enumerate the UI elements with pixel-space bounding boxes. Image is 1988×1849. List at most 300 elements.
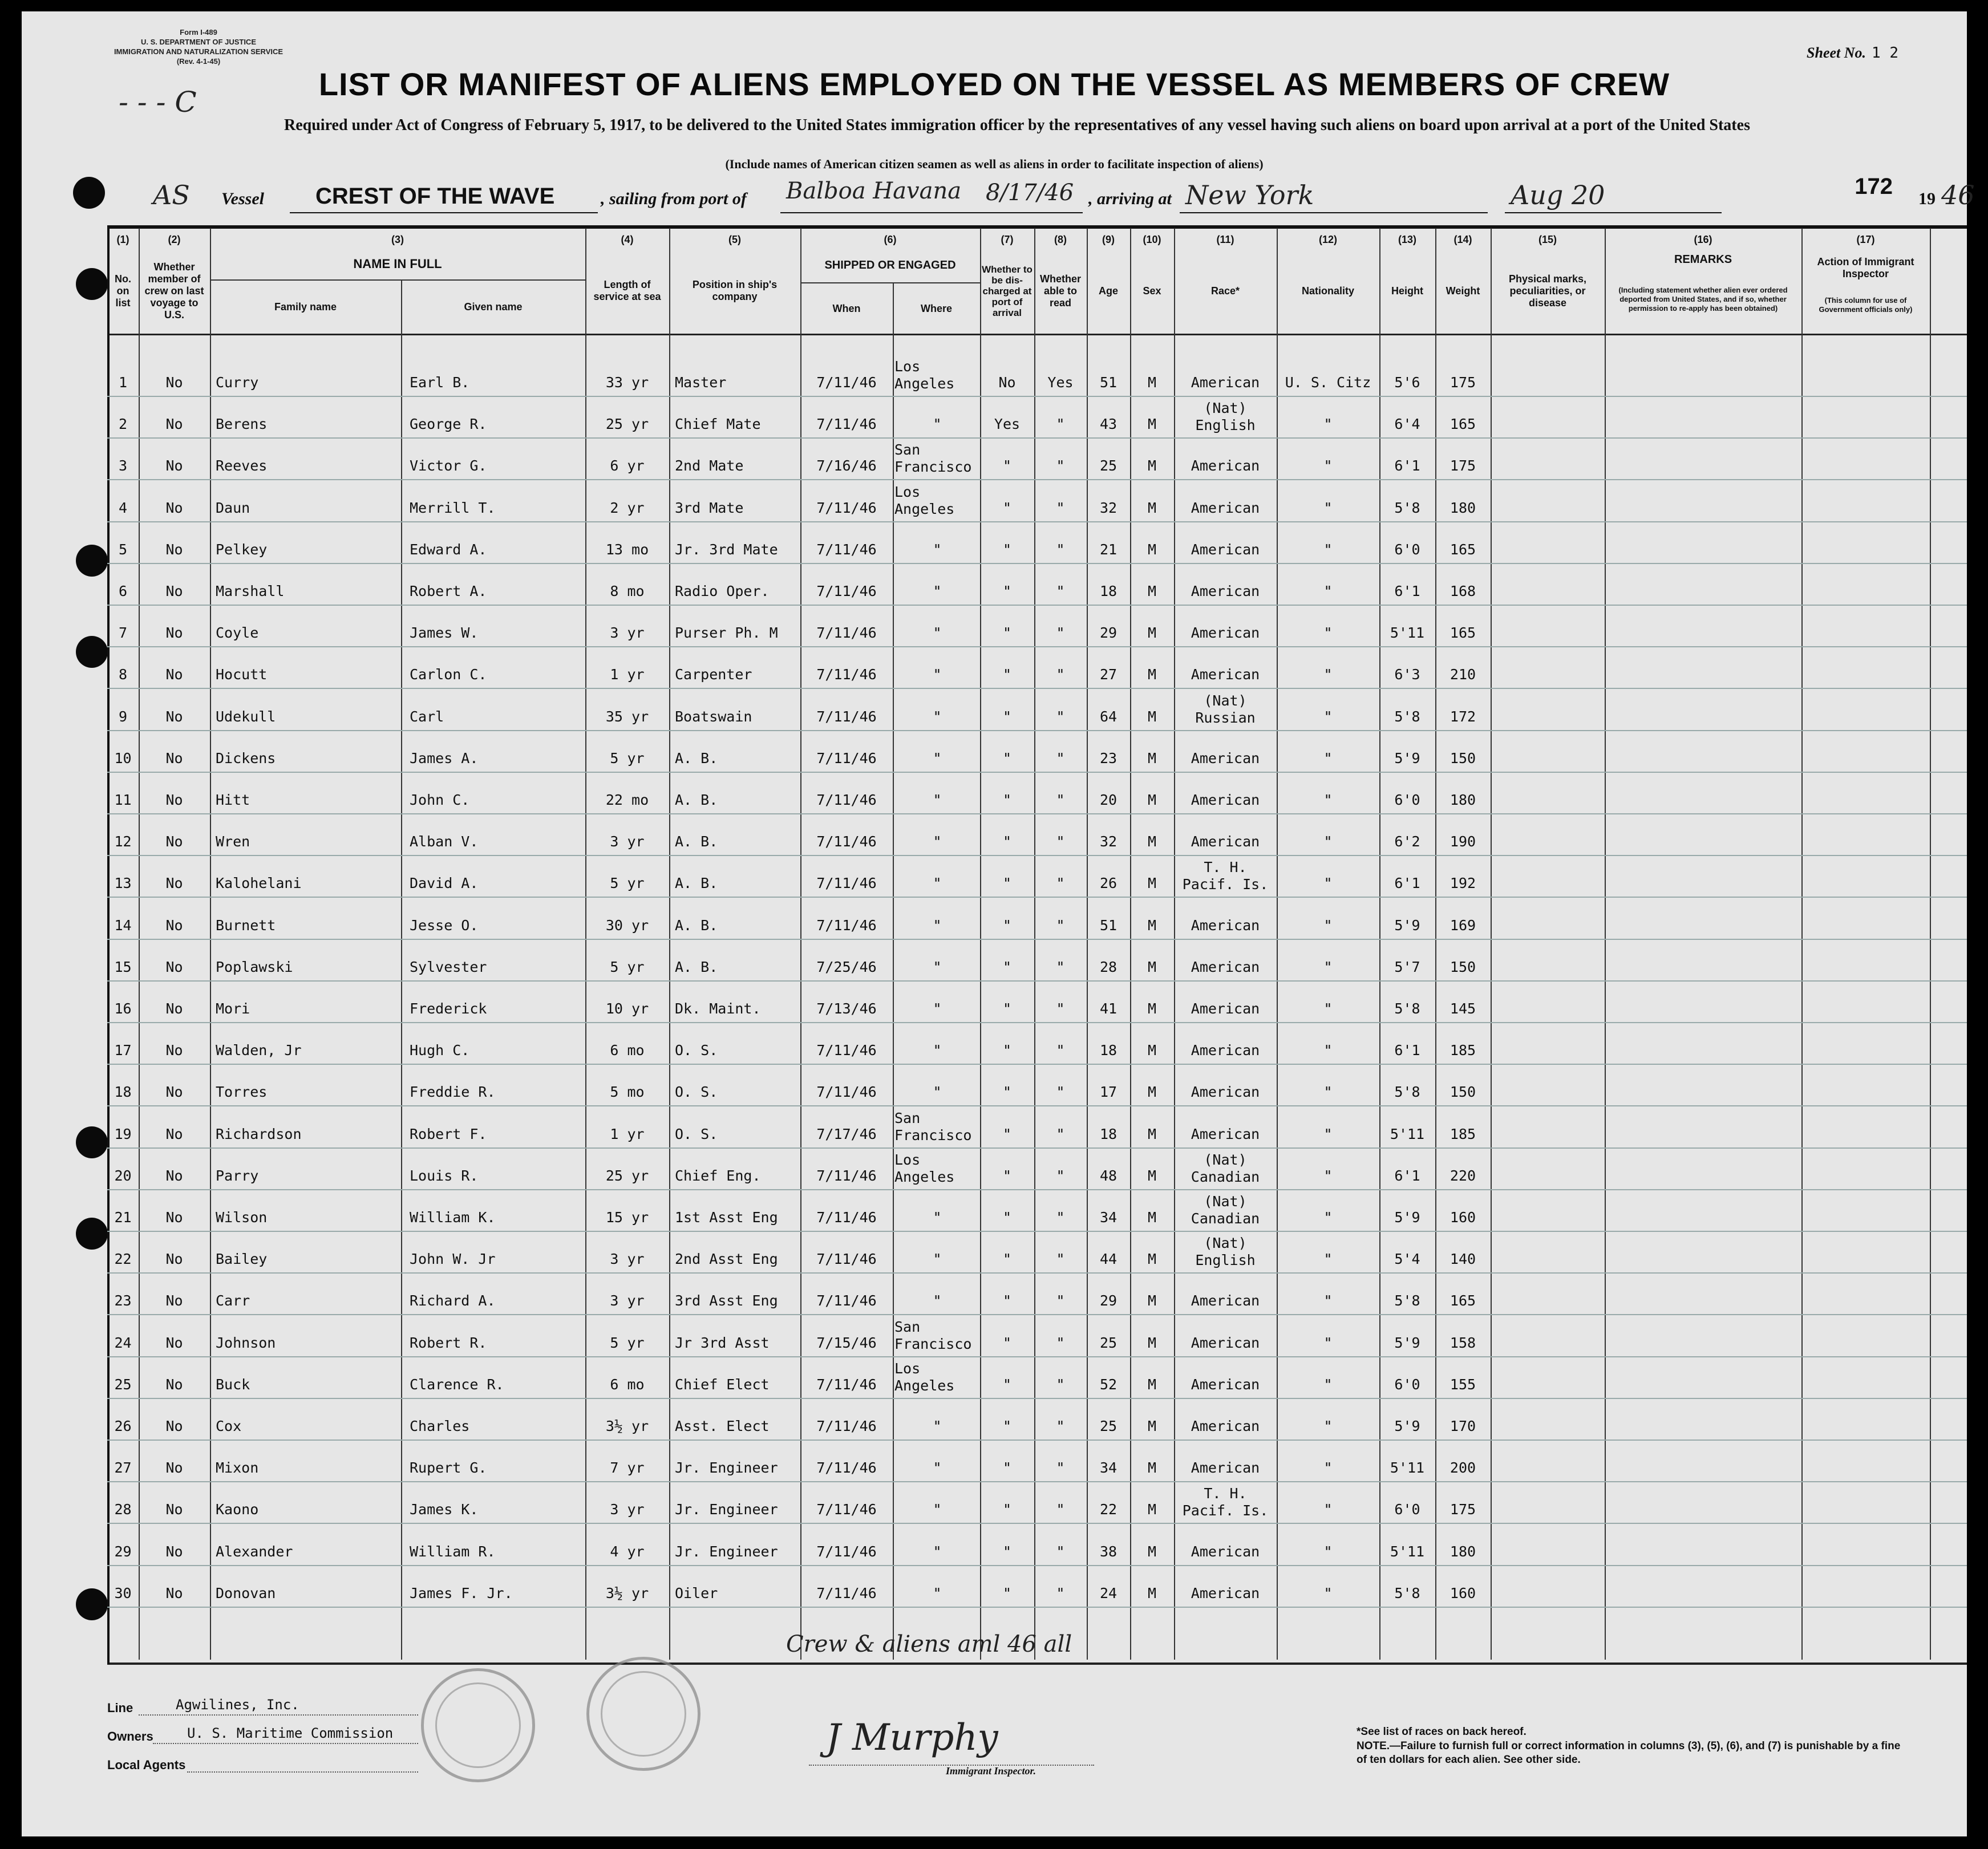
cell-able-to-read: " (1056, 1084, 1065, 1101)
cell-row-number: 4 (118, 499, 128, 516)
cell-height: 5'8 (1394, 1584, 1420, 1601)
row-rule (107, 479, 1967, 480)
cell-nationality: " (1323, 1167, 1333, 1184)
cell-given-name: Louis R. (410, 1167, 479, 1184)
cell-sex: M (1147, 958, 1157, 975)
line-label: Line (107, 1701, 133, 1715)
cell-shipped-where: " (933, 541, 942, 558)
cell-shipped-where: Los Angeles (894, 1151, 955, 1185)
cell-family-name: Mixon (216, 1459, 259, 1477)
cell-shipped-when: 7/11/46 (816, 541, 877, 558)
page-subtitle: Required under Act of Congress of February 5, 1917, to be delivered to the United States immigration officer by the representatives of any vessel having such aliens on board upon arrival at a port of the United States (284, 116, 1750, 134)
cell-shipped-when: 7/11/46 (816, 499, 877, 516)
cell-weight: 200 (1450, 1459, 1476, 1477)
cell-height: 6'0 (1394, 1376, 1420, 1393)
cell-nationality: U. S. Citz (1285, 374, 1371, 391)
cell-able-to-read: " (1056, 917, 1065, 934)
cell-able-to-read: " (1056, 1501, 1065, 1518)
cell-given-name: Rupert G. (410, 1459, 487, 1477)
cell-shipped-where: San Francisco (894, 1318, 972, 1352)
cell-given-name: John W. Jr (410, 1251, 496, 1268)
vessel-label: Vessel (221, 189, 264, 208)
cell-able-to-read: " (1056, 416, 1065, 433)
vessel-name: CREST OF THE WAVE (315, 184, 555, 209)
cell-able-to-read: " (1056, 666, 1065, 683)
cell-length-of-service: 25 yr (605, 1167, 649, 1184)
cell-nationality: " (1323, 1209, 1333, 1226)
col-divider (800, 228, 801, 1660)
cell-sex: M (1147, 1251, 1157, 1268)
col-num-17: (17) (1856, 234, 1875, 245)
cell-shipped-where: " (933, 1292, 942, 1309)
cell-age: 44 (1099, 1251, 1118, 1268)
header-when: When (832, 302, 861, 314)
col-num-5: (5) (728, 234, 741, 245)
cell-row-number: 18 (114, 1084, 132, 1101)
cell-shipped-where: " (933, 1543, 942, 1560)
cell-discharged: " (1002, 666, 1012, 683)
cell-sex: M (1147, 1334, 1157, 1351)
cell-race: American (1191, 792, 1260, 808)
col-divider (980, 228, 981, 1660)
cell-nationality: " (1323, 1543, 1333, 1560)
cell-shipped-when: 7/11/46 (816, 583, 877, 599)
cell-age: 24 (1099, 1584, 1118, 1601)
cell-sex: M (1147, 541, 1157, 558)
cell-given-name: Edward A. (410, 541, 487, 558)
cell-family-name: Buck (216, 1376, 250, 1393)
cell-age: 51 (1099, 374, 1118, 391)
cell-age: 52 (1099, 1376, 1118, 1393)
cell-given-name: James A. (410, 749, 479, 767)
cell-sex: M (1147, 1543, 1157, 1560)
cell-sex: M (1147, 625, 1157, 642)
cell-weight: 210 (1450, 666, 1476, 683)
cell-given-name: Earl B. (410, 374, 470, 391)
cell-height: 6'1 (1394, 875, 1420, 892)
col-num-8: (8) (1054, 234, 1067, 245)
cell-given-name: Sylvester (410, 958, 487, 975)
cell-crew-last-voyage: No (165, 1292, 183, 1309)
col-divider (1801, 228, 1803, 1660)
vessel-initials: AS (153, 180, 190, 210)
cell-race: American (1191, 499, 1260, 516)
cell-weight: 158 (1450, 1334, 1476, 1351)
date-underline (1505, 212, 1722, 213)
cell-position: Oiler (675, 1584, 718, 1601)
cell-position: O. S. (675, 1125, 718, 1142)
cell-family-name: Kalohelani (216, 875, 302, 892)
cell-length-of-service: 5 mo (610, 1084, 645, 1101)
col-divider (1087, 228, 1088, 1660)
cell-discharged: " (1002, 917, 1012, 934)
cell-age: 20 (1099, 792, 1118, 808)
cell-family-name: Donovan (216, 1584, 276, 1601)
cell-shipped-where: " (933, 1584, 942, 1601)
cell-family-name: Mori (216, 1000, 250, 1017)
col-num-13: (13) (1398, 234, 1416, 245)
cell-shipped-when: 7/25/46 (816, 958, 877, 975)
cell-sex: M (1147, 1501, 1157, 1518)
cell-given-name: John C. (410, 792, 470, 808)
cell-discharged: " (1002, 625, 1012, 642)
cell-position: Radio Oper. (675, 583, 770, 599)
cell-weight: 180 (1450, 792, 1476, 808)
cell-sex: M (1147, 1209, 1157, 1226)
cell-row-number: 19 (114, 1125, 132, 1142)
cell-sex: M (1147, 875, 1157, 892)
row-rule (107, 437, 1967, 439)
cell-given-name: Robert R. (410, 1334, 487, 1351)
col-num-7: (7) (1001, 234, 1014, 245)
cell-crew-last-voyage: No (165, 541, 183, 558)
form-identifier (107, 27, 290, 66)
cell-given-name: Jesse O. (410, 917, 479, 934)
cell-shipped-where: " (933, 583, 942, 599)
line-value: Agwilines, Inc. (176, 1697, 299, 1713)
header-able-to-read: Whether able to read (1040, 273, 1081, 309)
cell-given-name: Carl (410, 708, 444, 725)
cell-crew-last-voyage: No (165, 1501, 183, 1518)
cell-crew-last-voyage: No (165, 1584, 183, 1601)
cell-weight: 175 (1450, 374, 1476, 391)
cell-crew-last-voyage: No (165, 1209, 183, 1226)
cell-height: 5'11 (1390, 1125, 1425, 1142)
cell-crew-last-voyage: No (165, 416, 183, 433)
cell-length-of-service: 6 mo (610, 1042, 645, 1059)
cell-row-number: 22 (114, 1251, 132, 1268)
cell-weight: 160 (1450, 1584, 1476, 1601)
row-rule (107, 730, 1967, 731)
cell-height: 5'8 (1394, 1292, 1420, 1309)
col-num-14: (14) (1453, 234, 1472, 245)
cell-weight: 185 (1450, 1042, 1476, 1059)
cell-shipped-where: San Francisco (894, 1109, 972, 1144)
cell-family-name: Wren (216, 833, 250, 850)
cell-race: American (1191, 1543, 1260, 1560)
cell-able-to-read: " (1056, 1376, 1065, 1393)
cell-able-to-read: " (1056, 1418, 1065, 1434)
cell-family-name: Hocutt (216, 666, 268, 683)
cell-race: American (1191, 541, 1260, 558)
cell-length-of-service: 5 yr (610, 875, 645, 892)
cell-crew-last-voyage: No (165, 1251, 183, 1268)
cell-weight: 140 (1450, 1251, 1476, 1268)
form-number: Form I-489 (180, 28, 217, 37)
cell-length-of-service: 3½ yr (605, 1418, 649, 1434)
cell-height: 5'9 (1394, 1418, 1420, 1434)
margin-mark: - - - C (119, 86, 197, 119)
header-discharged: Whether to be dis-charged at port of arrival (982, 263, 1033, 318)
cell-given-name: James F. Jr. (410, 1584, 513, 1601)
row-rule (107, 1523, 1967, 1524)
cell-age: 29 (1099, 625, 1118, 642)
cell-row-number: 3 (118, 457, 128, 475)
row-rule (107, 1481, 1967, 1482)
cell-row-number: 14 (114, 917, 132, 934)
cell-given-name: Charles (410, 1418, 470, 1434)
cell-sex: M (1147, 708, 1157, 725)
cell-shipped-when: 7/16/46 (816, 457, 877, 475)
cell-able-to-read: " (1056, 583, 1065, 599)
cell-shipped-where: " (933, 917, 942, 934)
sheet-label: Sheet No. (1807, 44, 1866, 61)
cell-weight: 180 (1450, 1543, 1476, 1560)
cell-position: O. S. (675, 1042, 718, 1059)
row-rule (107, 1398, 1967, 1399)
cell-position: Boatswain (675, 708, 752, 725)
cell-crew-last-voyage: No (165, 833, 183, 850)
cell-sex: M (1147, 833, 1157, 850)
cell-height: 5'9 (1394, 749, 1420, 767)
col-divider (1605, 228, 1606, 1660)
cell-discharged: " (1002, 1376, 1012, 1393)
cell-crew-last-voyage: No (165, 917, 183, 934)
cell-discharged: " (1002, 1167, 1012, 1184)
cell-crew-last-voyage: No (165, 1543, 183, 1560)
cell-weight: 160 (1450, 1209, 1476, 1226)
cell-height: 6'0 (1394, 1501, 1420, 1518)
cell-shipped-where: " (933, 708, 942, 725)
cell-family-name: Kaono (216, 1501, 259, 1518)
cell-row-number: 29 (114, 1543, 132, 1560)
cell-given-name: Merrill T. (410, 499, 496, 516)
cell-length-of-service: 3 yr (610, 1501, 645, 1518)
cell-length-of-service: 30 yr (605, 917, 649, 934)
cell-row-number: 30 (114, 1584, 132, 1601)
cell-able-to-read: " (1056, 625, 1065, 642)
cell-row-number: 27 (114, 1459, 132, 1477)
cell-length-of-service: 1 yr (610, 666, 645, 683)
cell-nationality: " (1323, 1584, 1333, 1601)
cell-family-name: Richardson (216, 1125, 302, 1142)
cell-nationality: " (1323, 1251, 1333, 1268)
cell-weight: 168 (1450, 583, 1476, 599)
cell-family-name: Coyle (216, 625, 259, 642)
cell-length-of-service: 3 yr (610, 625, 645, 642)
cell-age: 25 (1099, 457, 1118, 475)
header-physical-marks: Physical marks, peculiarities, or disease (1508, 273, 1587, 309)
cell-sex: M (1147, 792, 1157, 808)
reference-number: 172 (1855, 174, 1893, 199)
row-rule (107, 1105, 1967, 1106)
header-nationality: Nationality (1301, 285, 1354, 297)
cell-crew-last-voyage: No (165, 708, 183, 725)
cell-height: 5'8 (1394, 499, 1420, 516)
cell-sex: M (1147, 374, 1157, 391)
cell-shipped-when: 7/11/46 (816, 708, 877, 725)
col-divider (893, 282, 894, 1660)
cell-discharged: " (1002, 1543, 1012, 1560)
cell-discharged: " (1002, 708, 1012, 725)
cell-height: 5'11 (1390, 1543, 1425, 1560)
col-num-16: (16) (1694, 234, 1712, 245)
cell-shipped-when: 7/11/46 (816, 1251, 877, 1268)
cell-row-number: 28 (114, 1501, 132, 1518)
cell-age: 34 (1099, 1209, 1118, 1226)
page-title: LIST OR MANIFEST OF ALIENS EMPLOYED ON THE VESSEL AS MEMBERS OF CREW (318, 66, 1670, 102)
punch-hole (76, 1588, 108, 1620)
cell-height: 6'1 (1394, 1167, 1420, 1184)
sailing-label: , sailing from port of (601, 189, 747, 208)
row-rule (107, 772, 1967, 773)
row-rule (107, 897, 1967, 898)
cell-height: 5'8 (1394, 708, 1420, 725)
cell-position: Carpenter (675, 666, 752, 683)
table-left-border (107, 228, 110, 1664)
cell-discharged: " (1002, 1584, 1012, 1601)
cell-able-to-read: " (1056, 1167, 1065, 1184)
cell-nationality: " (1323, 416, 1333, 433)
cell-sex: M (1147, 749, 1157, 767)
cell-nationality: " (1323, 1042, 1333, 1059)
cell-able-to-read: " (1056, 833, 1065, 850)
cell-sex: M (1147, 1000, 1157, 1017)
cell-crew-last-voyage: No (165, 1418, 183, 1434)
cell-height: 5'8 (1394, 1084, 1420, 1101)
cell-age: 26 (1099, 875, 1118, 892)
cell-crew-last-voyage: No (165, 583, 183, 599)
col-num-11: (11) (1216, 234, 1234, 245)
cell-position: A. B. (675, 749, 718, 767)
cell-race: American (1191, 1125, 1260, 1142)
cell-crew-last-voyage: No (165, 1334, 183, 1351)
cell-row-number: 7 (118, 625, 128, 642)
cell-shipped-where: " (933, 625, 942, 642)
cell-row-number: 12 (114, 833, 132, 850)
cell-crew-last-voyage: No (165, 749, 183, 767)
cell-height: 6'1 (1394, 1042, 1420, 1059)
cell-given-name: Robert F. (410, 1125, 487, 1142)
row-rule (107, 1064, 1967, 1065)
header-bottom-rule (107, 334, 1967, 335)
cell-race: American (1191, 749, 1260, 767)
cell-given-name: Richard A. (410, 1292, 496, 1309)
cell-age: 18 (1099, 1125, 1118, 1142)
cell-length-of-service: 25 yr (605, 416, 649, 433)
cell-family-name: Carr (216, 1292, 250, 1309)
cell-shipped-where: " (933, 1251, 942, 1268)
cell-able-to-read: " (1056, 1334, 1065, 1351)
cell-nationality: " (1323, 792, 1333, 808)
table-bottom-rule (107, 1663, 1967, 1665)
cell-length-of-service: 10 yr (605, 1000, 649, 1017)
punch-hole (76, 636, 108, 668)
cell-able-to-read: " (1056, 1543, 1065, 1560)
cell-shipped-when: 7/11/46 (816, 875, 877, 892)
cell-height: 6'2 (1394, 833, 1420, 850)
cell-shipped-when: 7/11/46 (816, 1167, 877, 1184)
col-divider (139, 228, 140, 1660)
cell-discharged: " (1002, 1042, 1012, 1059)
cell-race: (Nat) English (1195, 400, 1256, 434)
cell-shipped-when: 7/11/46 (816, 792, 877, 808)
cell-age: 22 (1099, 1501, 1118, 1518)
cell-shipped-when: 7/11/46 (816, 1584, 877, 1601)
cell-sex: M (1147, 1584, 1157, 1601)
cell-row-number: 10 (114, 749, 132, 767)
cell-able-to-read: " (1056, 541, 1065, 558)
row-rule (107, 1272, 1967, 1274)
cell-race: T. H. Pacif. Is. (1182, 859, 1269, 893)
col-divider (1435, 228, 1436, 1660)
cell-sex: M (1147, 1376, 1157, 1393)
cell-weight: 145 (1450, 1000, 1476, 1017)
cell-nationality: " (1323, 457, 1333, 475)
cell-nationality: " (1323, 1292, 1333, 1309)
cell-shipped-when: 7/11/46 (816, 1042, 877, 1059)
cell-crew-last-voyage: No (165, 1459, 183, 1477)
cell-given-name: Alban V. (410, 833, 479, 850)
arriving-port: New York (1185, 180, 1314, 210)
cell-discharged: " (1002, 1334, 1012, 1351)
cell-position: O. S. (675, 1084, 718, 1101)
sailing-port: Balboa Havana (786, 178, 962, 204)
cell-weight: 150 (1450, 749, 1476, 767)
cell-sex: M (1147, 416, 1157, 433)
cell-race: American (1191, 833, 1260, 850)
cell-shipped-when: 7/11/46 (816, 1209, 877, 1226)
cell-row-number: 20 (114, 1167, 132, 1184)
cell-race: American (1191, 917, 1260, 934)
col-divider (1930, 228, 1931, 1660)
cell-family-name: Udekull (216, 708, 276, 725)
cell-discharged: " (1002, 1000, 1012, 1017)
cell-crew-last-voyage: No (165, 374, 183, 391)
vessel-underline (290, 212, 598, 213)
header-remarks-note: (Including statement whether alien ever ordered deported from United States, and if so, whether permission to re-apply has been obtained) (1618, 286, 1788, 313)
cell-weight: 165 (1450, 1292, 1476, 1309)
cell-length-of-service: 1 yr (610, 1125, 645, 1142)
cell-age: 34 (1099, 1459, 1118, 1477)
cell-position: Jr. Engineer (675, 1543, 778, 1560)
cell-row-number: 23 (114, 1292, 132, 1309)
cell-race: American (1191, 1084, 1260, 1101)
cell-sex: M (1147, 1459, 1157, 1477)
cell-length-of-service: 15 yr (605, 1209, 649, 1226)
cell-race: American (1191, 1334, 1260, 1351)
row-rule (107, 1314, 1967, 1315)
cell-row-number: 16 (114, 1000, 132, 1017)
cell-crew-last-voyage: No (165, 792, 183, 808)
cell-sex: M (1147, 917, 1157, 934)
header-race: Race* (1210, 285, 1240, 297)
include-note: (Include names of American citizen seamen as well as aliens in order to facilitate inspection of aliens) (725, 157, 1264, 171)
cell-race: American (1191, 1459, 1260, 1477)
owners-value: U. S. Maritime Commission (187, 1725, 394, 1741)
cell-race: American (1191, 1376, 1260, 1393)
cell-family-name: Dickens (216, 749, 276, 767)
cell-nationality: " (1323, 1376, 1333, 1393)
cell-weight: 192 (1450, 875, 1476, 892)
revision-date: (Rev. 4-1-45) (176, 57, 221, 66)
cell-position: Dk. Maint. (675, 1000, 761, 1017)
cell-family-name: Curry (216, 374, 259, 391)
col-num-12: (12) (1318, 234, 1337, 245)
cell-race: American (1191, 457, 1260, 475)
cell-discharged: " (1002, 1125, 1012, 1142)
row-rule (107, 1231, 1967, 1232)
col-divider (1130, 228, 1131, 1660)
manifest-page (22, 11, 1975, 1836)
cell-nationality: " (1323, 1334, 1333, 1351)
inspector-signature: J Murphy (826, 1717, 998, 1759)
cell-height: 6'0 (1394, 541, 1420, 558)
cell-length-of-service: 3 yr (610, 1251, 645, 1268)
cell-height: 5'8 (1394, 1000, 1420, 1017)
cell-shipped-where: " (933, 1209, 942, 1226)
cell-family-name: Cox (216, 1418, 242, 1434)
